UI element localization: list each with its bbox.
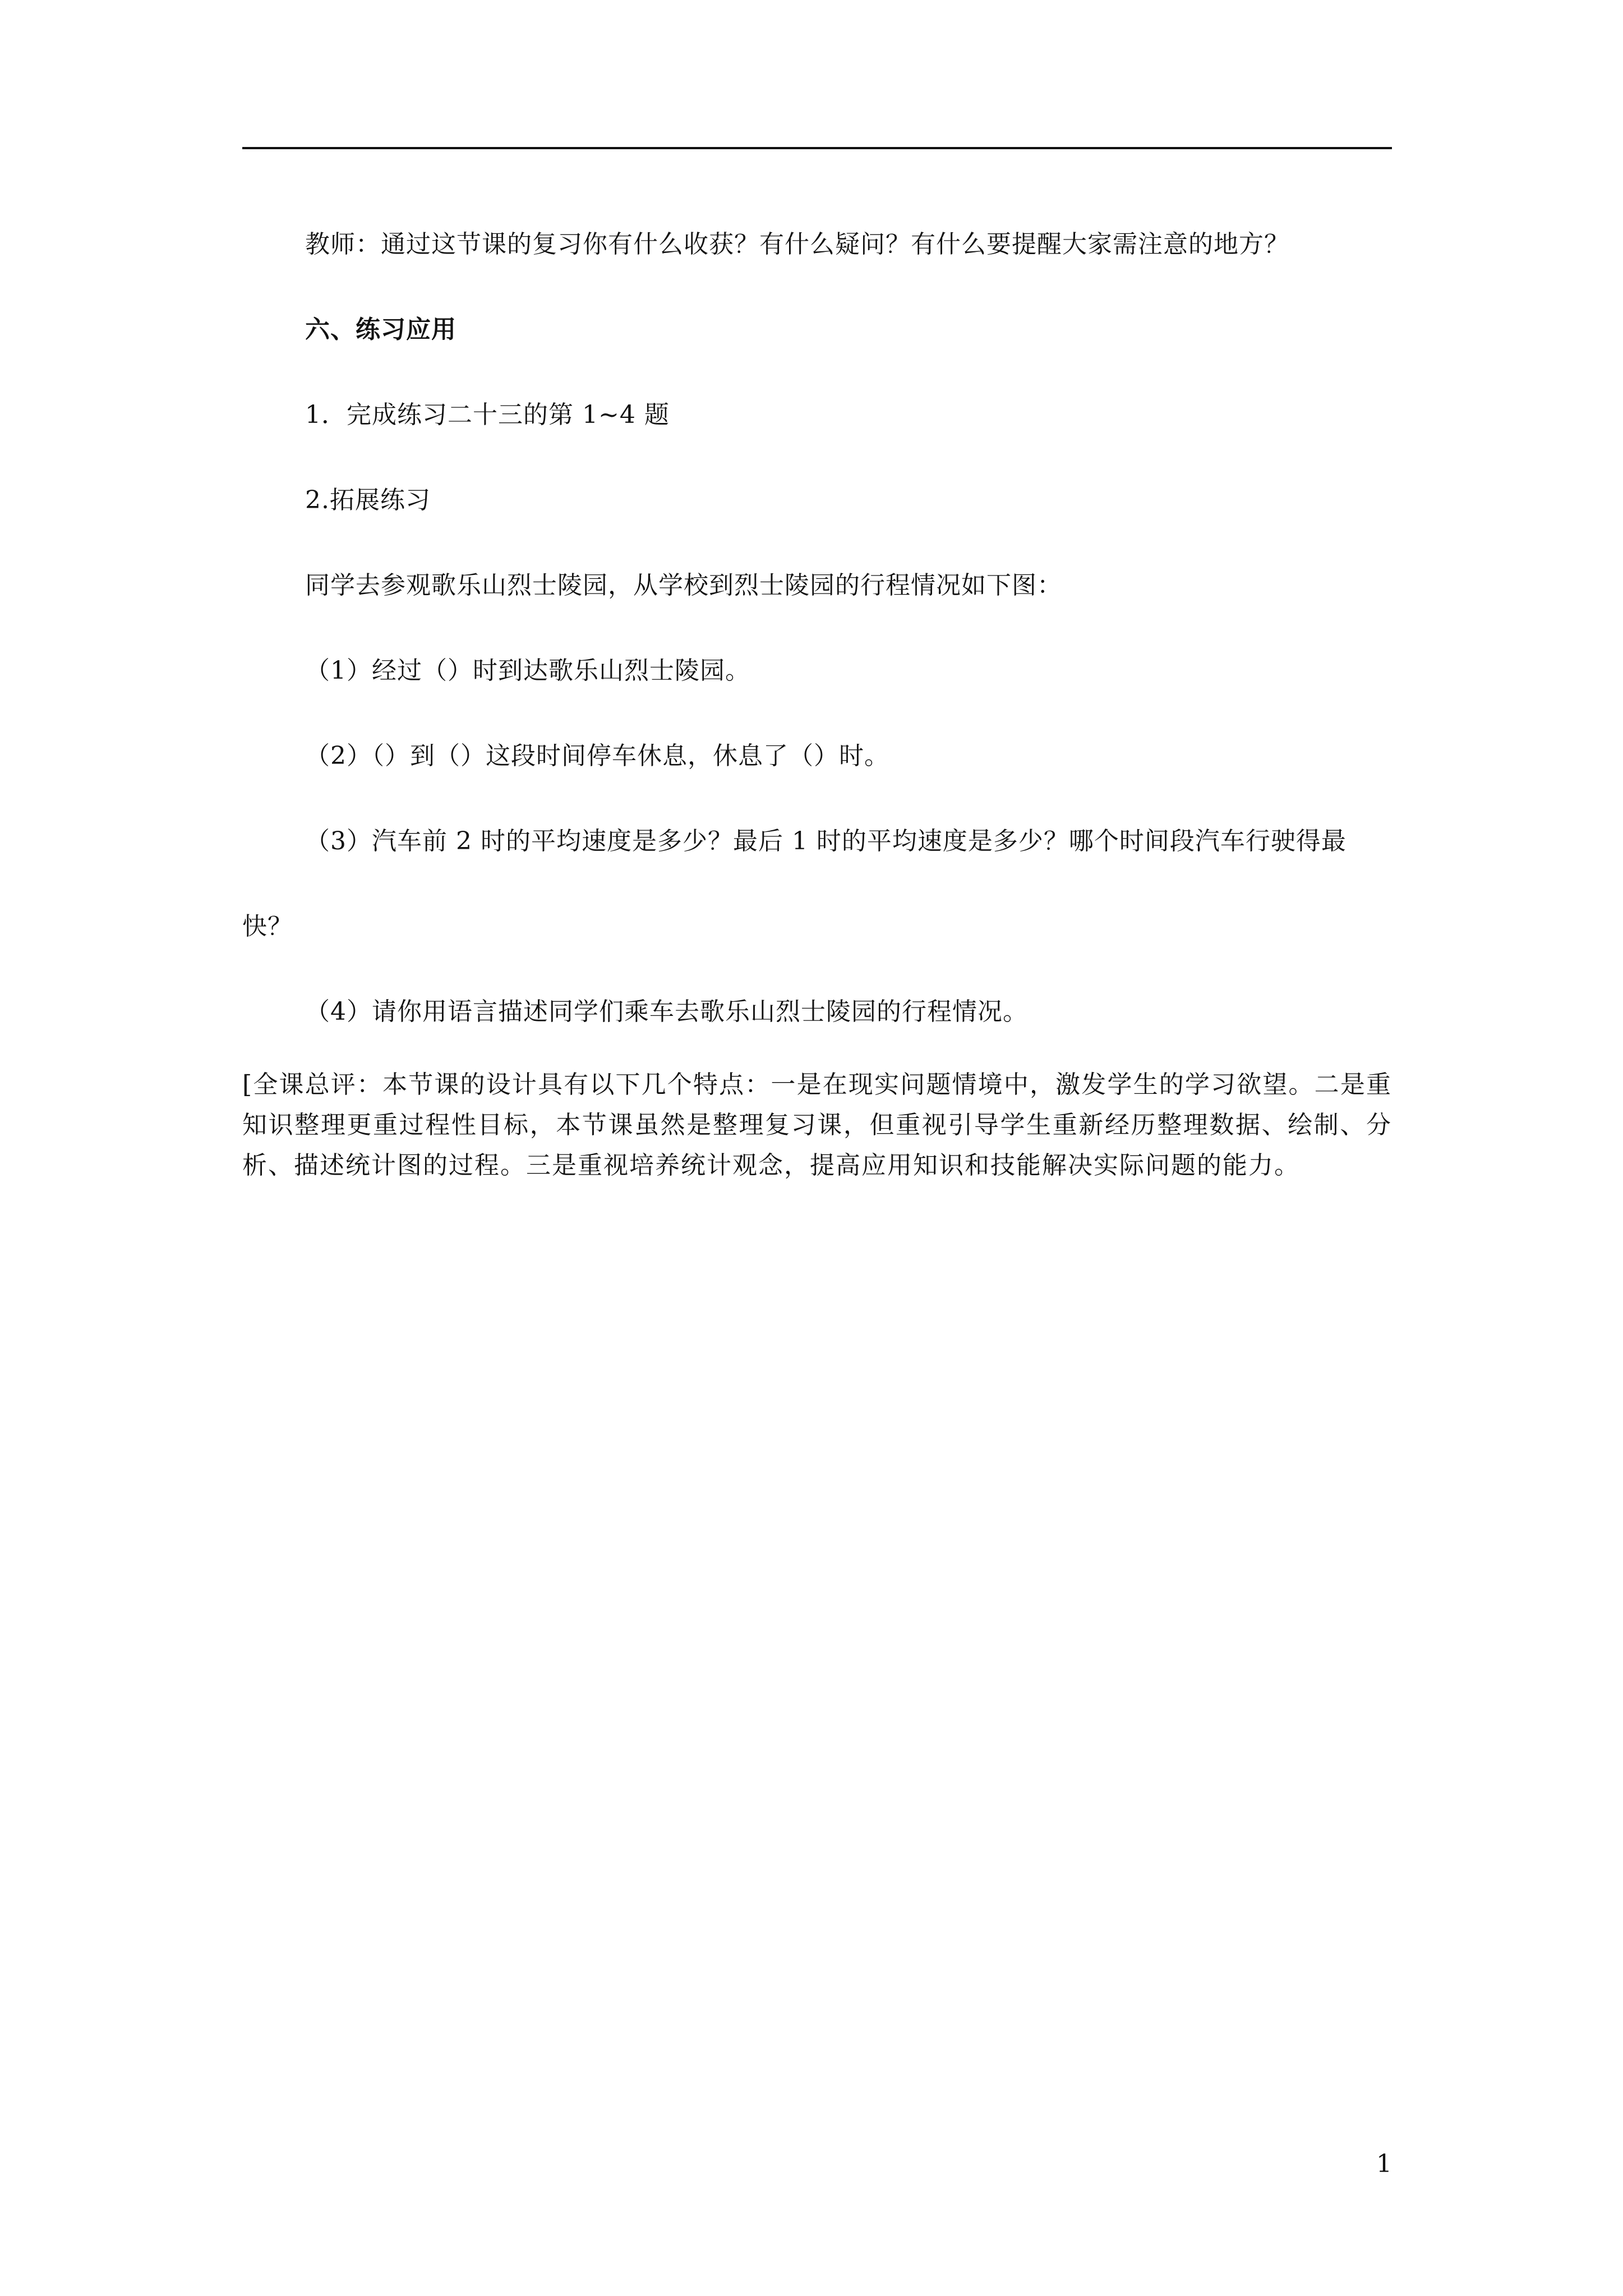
practice-intro: 同学去参观歌乐山烈士陵园，从学校到烈士陵园的行程情况如下图： [305,571,1062,600]
teacher-question-paragraph: 教师：通过这节课的复习你有什么收获？有什么疑问？有什么要提醒大家需注意的地方？ [305,230,1289,259]
practice-item-2: 2.拓展练习 [305,486,431,514]
question-2: （2）（）到（）这段时间停车休息，休息了（）时。 [305,742,889,770]
lesson-summary: [全课总评：本节课的设计具有以下几个特点：一是在现实问题情境中，激发学生的学习欲望。二是重知识整理更重过程性目标，本节课虽然是整理复习课，但重视引导学生重新经历整理数据、绘制、分析、描述统计图的过程。三是重视培养统计观念，提高应用知识和技能解决实际问题的能力。 [242,1070,1392,1180]
page-number: 1 [1376,2150,1392,2178]
question-1: （1）经过（）时到达歌乐山烈士陵园。 [305,656,750,685]
section-heading-practice: 六、练习应用 [305,315,457,344]
practice-item-1: 1．完成练习二十三的第 1~4 题 [305,401,670,429]
question-3: （3）汽车前 2 时的平均速度是多少？最后 1 时的平均速度是多少？哪个时间段汽车行驶得最快？ [242,827,1347,941]
question-4: （4）请你用语言描述同学们乘车去歌乐山烈士陵园的行程情况。 [305,997,1028,1026]
document-body [242,202,1392,1186]
header-rule [242,147,1392,149]
